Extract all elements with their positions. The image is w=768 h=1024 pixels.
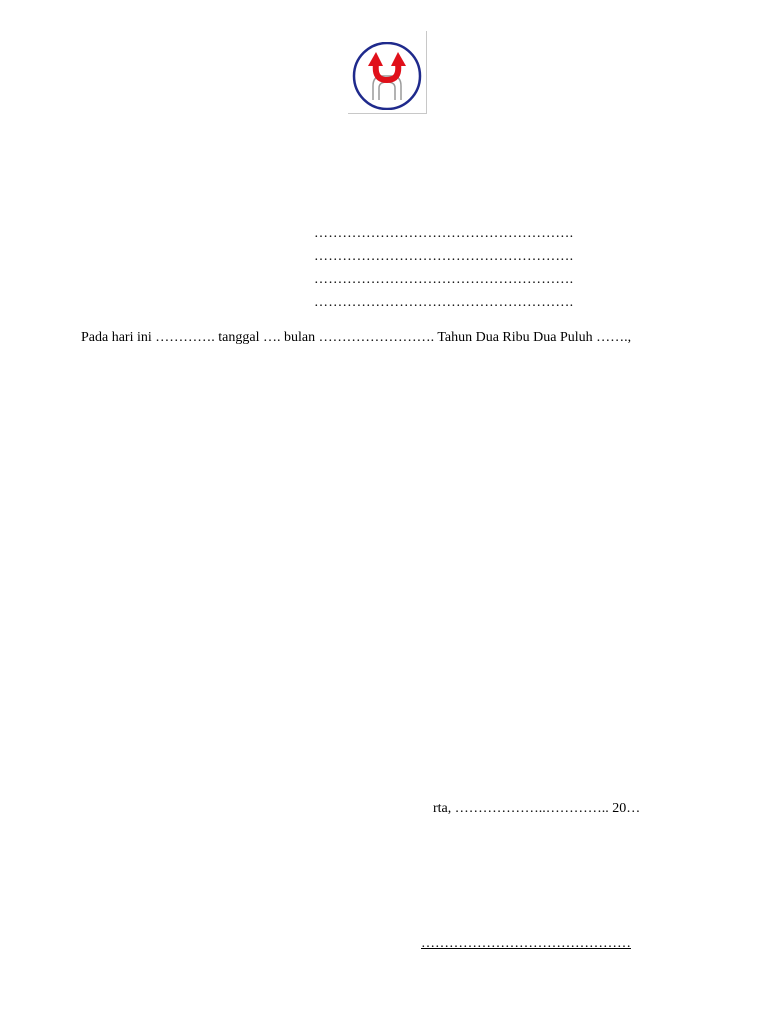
logo-icon [352,42,424,110]
logo-frame [348,31,427,114]
signature-line: ……………………………………… [421,936,631,951]
recipient-block [314,222,594,314]
recipient-line-1: ………………………………………………. [314,226,574,241]
recipient-line-2: ………………………………………………. [314,249,574,264]
place-date-line: rta, ………………..………….. 20… [433,801,641,816]
recipient-line-3: ………………………………………………. [314,272,574,287]
opening-paragraph: Pada hari ini …………. tanggal …. bulan ……………………. Tahun Dua Ribu Dua Puluh ……., [81,330,632,345]
recipient-line-4: ………………………………………………. [314,295,574,310]
